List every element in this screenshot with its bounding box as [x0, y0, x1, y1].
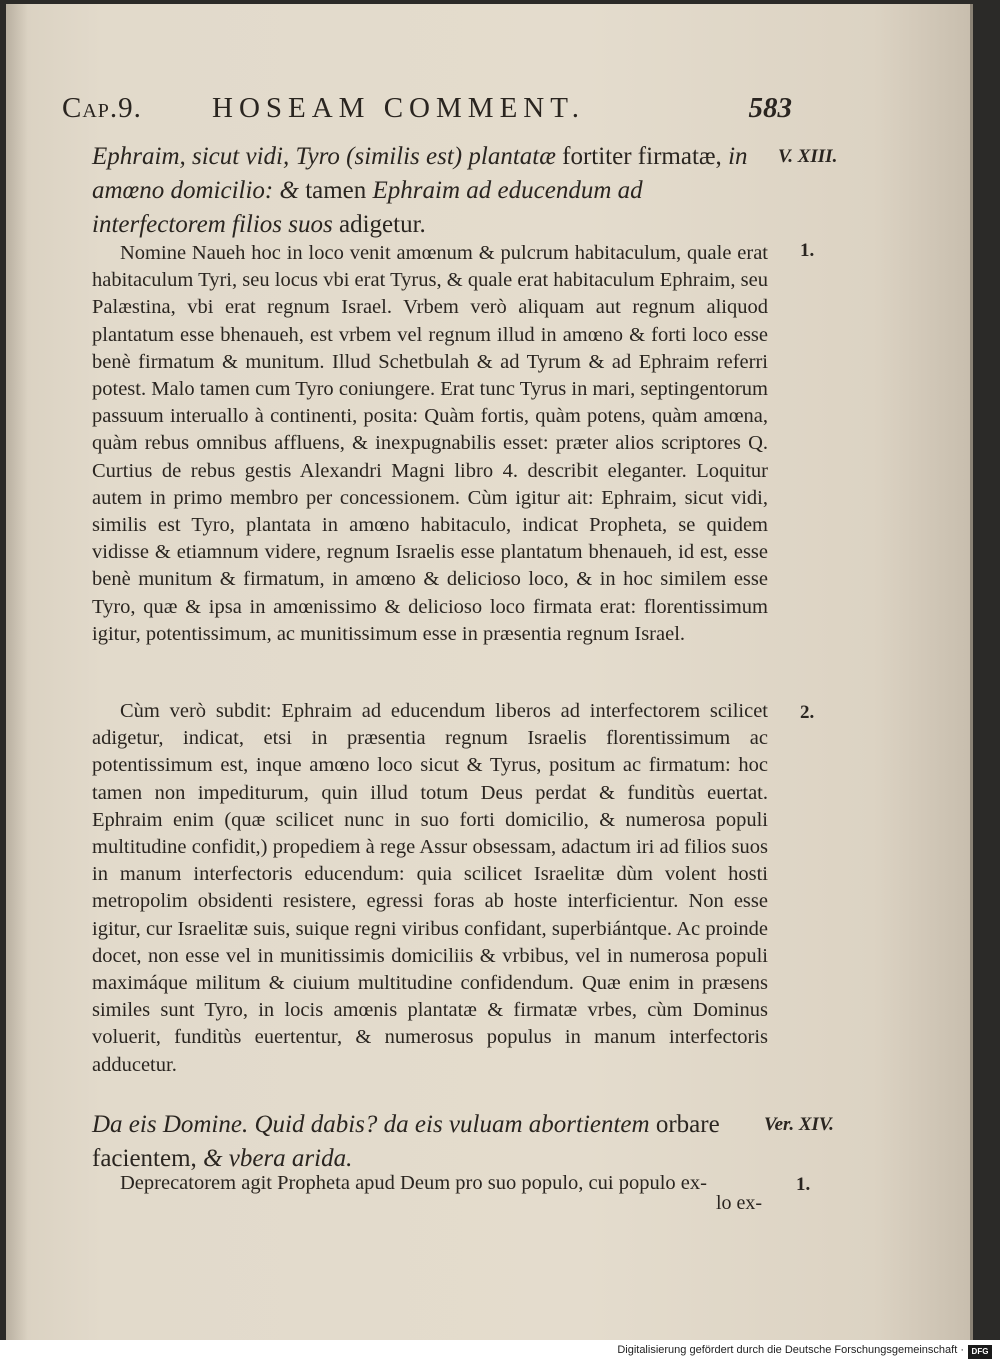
verse-14-text [92, 1108, 768, 1176]
verse-13-part-a: Ephraim, sicut vidi, Tyro (similis est) plantatæ [92, 143, 563, 170]
chapter-label: Cap.9. [62, 92, 142, 124]
verse-13-text [92, 140, 768, 242]
verse-13-part-c: in amœno domicilio: & [92, 143, 748, 204]
verse-14-part-b: orbare facientem, [92, 1111, 720, 1172]
commentary-13-paragraph-1 [92, 240, 768, 648]
paragraph-number-2: 2. [800, 702, 815, 723]
commentary-13-text-2: Cùm verò subdit: Ephraim ad educendum liberos ad interfectorem scilicet adigetur, indicat, etsi in præsentia regnum Israelis florentissimum ac potentissimum est, inque amœno loco sicut & Tyrus, positum ac firmatum: hoc tamen non impediturum, quin illud totum Deus perdat & funditùs euertat. Ephraim enim (quæ scilicet nunc in suo forti domicilio, & numerosa populi multitudine confidit,) propediem à rege Assur obsessam, adactum iri ad filios suos in manum interfectoris educendum: quia scilicet Israelitæ dùm volent hosti metropolim obsidenti resistere, egressi foras ab hoste interficientur. Non esse igitur, cur Israelitæ suis, suique regni viribus confidant, superbiántque. Ac proinde docet, non esse vel in munitissimis domiciliis & vrbibus, vel in numerosa populi maximáque militum & ciuium multitudine confidendum. Quæ enim in præsens similes sunt Tyro, in locis amœnis plantatæ & firmatæ vrbes, cùm Dominus voluerit, funditùs euertentur, & numerosus populus in manum interfectoris adducetur. [92, 700, 768, 1076]
verse-13-marker: V. XIII. [778, 146, 838, 167]
page-number: 583 [748, 92, 792, 124]
commentary-13-paragraph-2 [92, 698, 768, 1079]
verse-13-part-f: adigetur. [338, 211, 426, 238]
running-title: HOSEAM COMMENT. [212, 92, 586, 124]
paragraph-number-1: 1. [800, 240, 815, 261]
commentary-14-text-1: Deprecatorem agit Propheta apud Deum pro suo populo, cui populo ex- [120, 1172, 707, 1194]
verse-13-part-b: fortiter firmatæ, [562, 143, 722, 170]
commentary-14-paragraph-1 [92, 1170, 768, 1197]
dfg-logo-icon: DFG [968, 1345, 992, 1359]
catchword: lo ex- [716, 1192, 763, 1214]
verse-13-part-e: Ephraim ad educendum ad interfectorem filios suos [92, 177, 643, 238]
verse-14-part-c: & vbera arida. [196, 1145, 353, 1172]
commentary-13-text-1: Nomine Naueh hoc in loco venit amœnum & pulcrum habitaculum, quale erat habitaculum Tyri, seu locus vbi erat Tyrus, & quale erat habitaculum Ephraim, seu Palæstina, vbi erat regnum Israel. Vrbem verò aliquam aut regnum aliquod plantatum esse bhenaueh, est vrbem vel regnum illud in amœno & forti loco esse benè firmatum & munitum. Illud Schetbulah & ad Tyrum & ad Ephraim referri potest. Malo tamen cum Tyro coniungere. Erat tunc Tyrus in mari, septingentorum passuum interuallo à continenti, posita: Quàm fortis, quàm potens, quàm amœna, quàm rebus omnibus affluens, & inexpugnabilis esset: præter alios scriptores Q. Curtius de rebus gestis Alexandri Magni libro 4. describit eleganter. Loquitur autem in primo membro per concessionem. Cùm igitur ait: Ephraim, sicut vidi, similis est Tyro, plantata in amœno habitaculo, indicat Propheta, se quidem vidisse & etiamnum videre, regnum Israelis esse plantatum bhenaueh, id est, esse benè munitum & firmatum, in amœno & delicioso loco, & in hoc similem esse Tyro, quæ & ipsa in amœnissimo & delicioso loco firmata erat: florentissimum igitur, potentissimum, ac munitissimum esse in præsentia regnum Israel. [92, 242, 768, 645]
verse-14-marker: Ver. XIV. [764, 1114, 834, 1135]
paragraph-number-1b: 1. [796, 1174, 811, 1195]
verse-14-part-a: Da eis Domine. Quid dabis? da eis vuluam abortientem [92, 1111, 656, 1138]
footer-credit: Digitalisierung gefördert durch die Deutsche Forschungsgemeinschaft · [617, 1344, 964, 1356]
verse-13-part-d: tamen [305, 177, 367, 204]
book-page [6, 4, 973, 1340]
running-header [62, 92, 792, 128]
footer-bar [0, 1340, 1000, 1364]
